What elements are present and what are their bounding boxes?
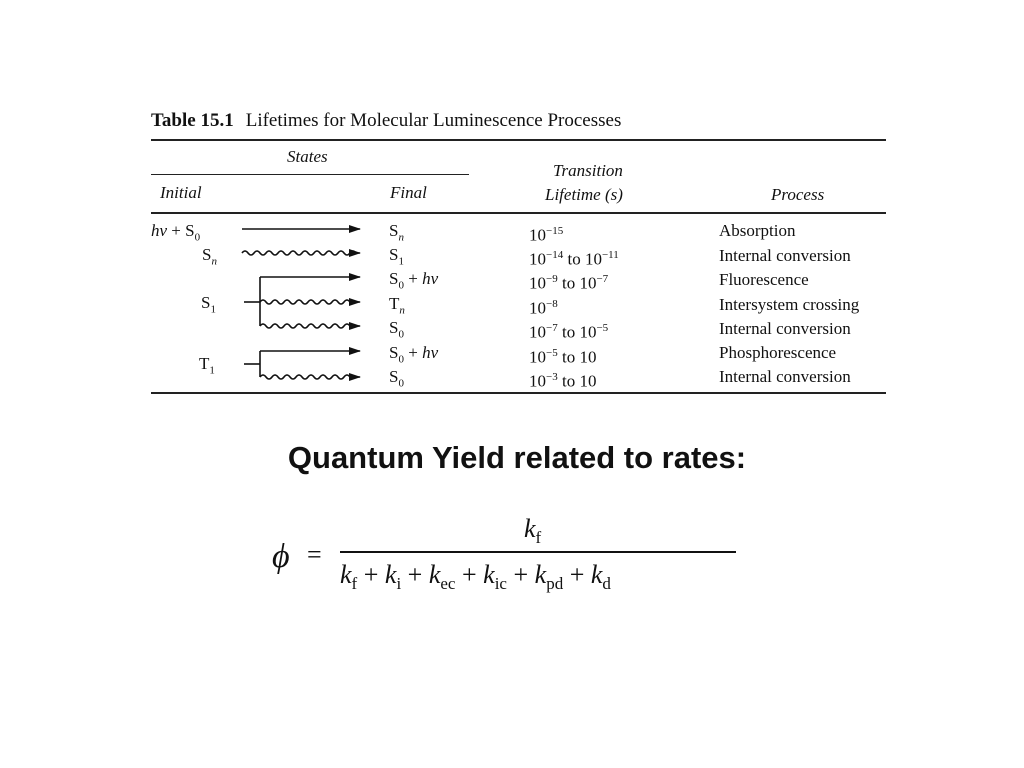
lifetime-row-6: $10^{-5}$ to 10 <box>529 347 597 367</box>
equation-numerator: $k_f$ <box>524 514 542 548</box>
final-row-4: $T_n$ <box>389 294 405 317</box>
equation-equals: = <box>307 540 322 569</box>
header-final: Final <box>390 183 427 202</box>
lifetime-row-1: $10^{-15}$ <box>529 225 564 245</box>
lifetime-row-3: $10^{-9}$ to $10^{-7}$ <box>529 273 609 293</box>
initial-row-2: $S_n$ <box>202 245 217 268</box>
process-row-6: Phosphorescence <box>719 343 837 362</box>
initial-row-7: $T_1$ <box>199 354 215 377</box>
lifetime-row-2: $10^{-14}$ to $10^{-11}$ <box>529 249 619 269</box>
equation-denominator: $k_f + k_i + k_{ec} + k_{ic} + k_{pd} + k_d$ <box>340 560 611 594</box>
initial-row-4: $S_1$ <box>201 293 216 316</box>
table-title: Lifetimes for Molecular Luminescence Processes <box>245 110 622 131</box>
header-lifetime: Lifetime (s) <box>545 185 623 204</box>
final-row-2: $S_1$ <box>389 245 404 268</box>
process-row-7: Internal conversion <box>719 367 851 386</box>
quantum-yield-heading: Quantum Yield related to rates: <box>287 440 747 475</box>
process-row-5: Internal conversion <box>719 319 851 338</box>
process-row-3: Fluorescence <box>719 270 809 289</box>
arrow-internal-conversion-sn <box>242 251 360 255</box>
arrow-intersystem-crossing <box>260 300 360 304</box>
lifetime-row-7: $10^{-3}$ to 10 <box>529 371 597 391</box>
lifetime-row-5: $10^{-7}$ to $10^{-5}$ <box>529 322 609 342</box>
arrow-internal-conversion-s1 <box>260 324 360 328</box>
header-process: Process <box>771 185 825 204</box>
initial-row-1: $h\nu + S_0$ <box>151 221 201 244</box>
process-row-2: Internal conversion <box>719 246 851 265</box>
final-row-1: $S_n$ <box>389 221 404 244</box>
header-initial: Initial <box>160 183 202 202</box>
header-transition: Transition <box>553 161 623 180</box>
arrow-internal-conversion-t1 <box>260 375 360 379</box>
fraction-bar <box>340 551 736 553</box>
final-row-6: $S_0 + h\nu$ <box>389 343 439 366</box>
lifetime-row-4: $10^{-8}$ <box>529 298 558 318</box>
process-row-4: Intersystem crossing <box>719 295 860 314</box>
table-number: Table 15.1 <box>151 110 234 131</box>
equation-phi: ϕ <box>272 538 290 575</box>
final-row-5: $S_0$ <box>389 318 404 341</box>
process-row-1: Absorption <box>719 221 796 240</box>
final-row-7: $S_0$ <box>389 367 404 390</box>
final-row-3: $S_0 + h\nu$ <box>389 269 439 292</box>
header-states: States <box>287 147 328 166</box>
